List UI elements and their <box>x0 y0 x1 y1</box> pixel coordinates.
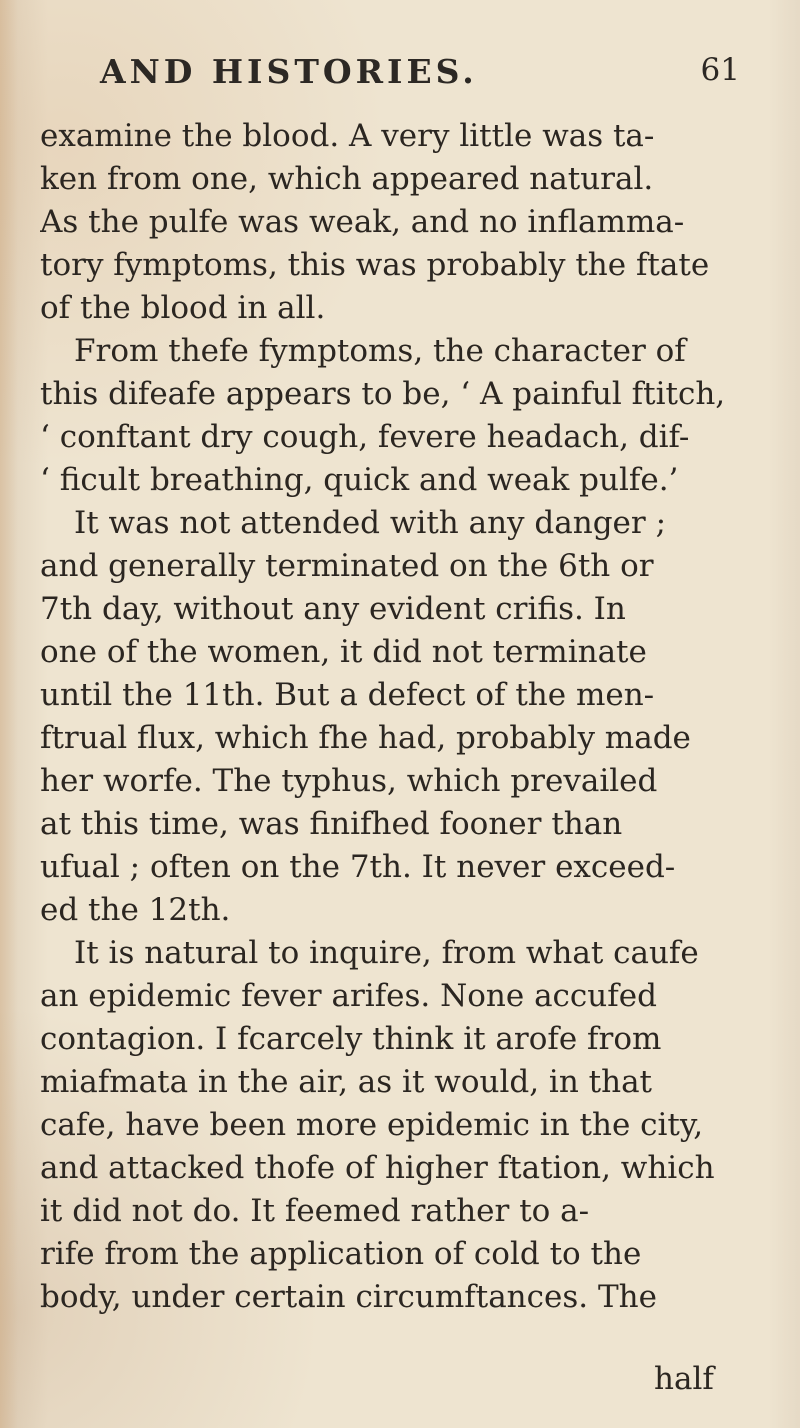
running-title: AND HISTORIES. <box>100 52 478 91</box>
text-line: From thefe fymptoms, the character of <box>74 333 686 369</box>
text-line: at this time, was finifhed fooner than <box>40 806 623 842</box>
text-line: examine the blood. A very little was ta- <box>40 118 655 154</box>
text-line: tory fymptoms, this was probably the ftate <box>40 247 710 283</box>
text-line: ftrual flux, which fhe had, probably made <box>40 720 691 756</box>
text-line: contagion. I fcarcely think it arofe from <box>40 1021 662 1057</box>
text-line: It was not attended with any danger ; <box>74 505 667 541</box>
text-line: one of the women, it did not terminate <box>40 634 647 670</box>
text-line: It is natural to inquire, from what caufe <box>74 935 699 971</box>
text-line: of the blood in all. <box>40 290 326 326</box>
page-number: 61 <box>700 52 740 88</box>
text-line: ‘ ficult breathing, quick and weak pulfe.’ <box>40 462 679 498</box>
page-edge <box>0 0 18 1428</box>
text-line: her worfe. The typhus, which prevailed <box>40 763 658 799</box>
text-line: As the pulfe was weak, and no inflamma- <box>40 204 685 240</box>
text-line: rife from the application of cold to the <box>40 1236 642 1272</box>
text-line: it did not do. It feemed rather to a- <box>40 1193 590 1229</box>
text-line: until the 11th. But a defect of the men- <box>40 677 655 713</box>
text-line: an epidemic fever arifes. None accufed <box>40 978 657 1014</box>
text-line: ed the 12th. <box>40 892 231 928</box>
text-line: body, under certain circumftances. The <box>40 1279 657 1315</box>
page-header <box>100 52 740 102</box>
text-line: this difeafe appears to be, ‘ A painful ftitch, <box>40 376 726 412</box>
text-line: ‘ conftant dry cough, fevere headach, dif- <box>40 419 690 455</box>
text-line: and generally terminated on the 6th or <box>40 548 654 584</box>
text-line: and attacked thofe of higher ftation, which <box>40 1150 715 1186</box>
text-line: cafe, have been more epidemic in the city, <box>40 1107 704 1143</box>
text-line: 7th day, without any evident crifis. In <box>40 591 626 627</box>
text-line: ken from one, which appeared natural. <box>40 161 654 197</box>
text-line: ufual ; often on the 7th. It never exceed- <box>40 849 676 885</box>
catchword: half <box>654 1361 714 1397</box>
text-line: miafmata in the air, as it would, in that <box>40 1064 653 1100</box>
